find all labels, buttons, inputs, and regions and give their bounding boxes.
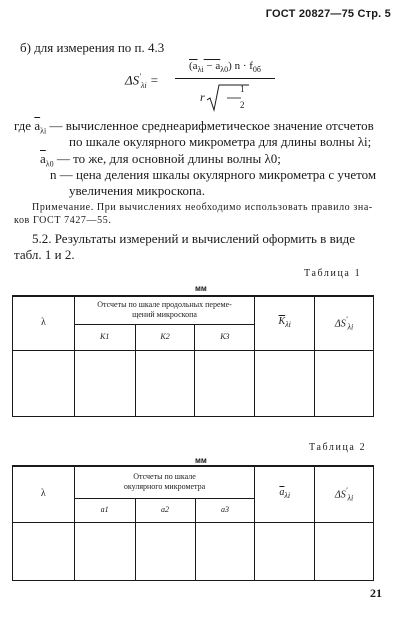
table1-sub-k3: K3 [195,324,255,350]
table1-col-lambda: λ [13,296,75,350]
table1-cell [195,350,255,416]
table2-group-header: Отсчеты по шкале окулярного микрометра [74,466,255,498]
table1-sub-k1: K1 [74,324,135,350]
def1-sub: λi [40,126,47,136]
denominator-r: r [200,89,205,104]
table1-col-k-sub: λi [285,319,291,329]
section-b-heading: б) для измерения по п. 4.3 [20,40,165,55]
table1-col-ds-symbol: ΔS [334,317,346,329]
paragraph-5-2-line-1: 5.2. Результаты измерений и вычислений оформить в виде [32,231,356,246]
definition-1-cont: по шкале окулярного микрометра для длины волны λi; [69,134,372,149]
formula-lhs-sup: ′ [139,72,141,81]
table1-col-ds [315,296,374,350]
formula-lhs-symbol: ΔS [125,72,140,88]
table2-cell [135,522,195,580]
table1-unit: мм [195,284,207,293]
table2-col-a-symbol: $\overline{a}$ [279,486,285,498]
formula-numerator [175,60,275,74]
table1-cell [135,350,195,416]
table2 [12,465,374,581]
table2-sub-a2: a2 [135,498,195,522]
num-part1: (a [189,60,198,72]
table2-sub-a3: a3 [195,498,255,522]
table1-cell [74,350,135,416]
num-sub2: λ0 [220,65,229,75]
paragraph-5-2-line-2: табл. 1 и 2. [14,247,75,262]
table1-cell [315,350,374,416]
table2-col-ds-sup: ′ [345,485,348,495]
def1-symbol: $\overline{a}$ [34,118,41,133]
definition-3: n — цена деления шкалы окулярного микрометра с учетом [50,167,377,182]
table2-col-ds [315,466,374,522]
page-number: 21 [370,586,382,600]
num-sub3: 0б [252,65,261,75]
table2-sub-a1: a1 [74,498,135,522]
definition-3-cont: увеличения микроскопа. [69,183,205,198]
table1-sub-k2: K2 [135,324,195,350]
table2-col-ds-symbol: ΔS [334,488,346,500]
table1-col-k [255,296,315,350]
note-line-2: ков ГОСТ 7427—55. [14,215,112,226]
def2-text: — то же, для основной длины волны λ0; [53,151,281,166]
num-part3: ) n · f [228,60,253,72]
formula-lhs [125,72,159,90]
table2-cell [13,522,75,580]
table2-unit: мм [195,456,207,465]
formula-denominator [200,84,249,112]
note-line-1: Примечание. При вычислениях необходимо использовать правило зна- [32,202,373,213]
formula-fraction-line [175,78,275,79]
table1-col-ds-sub: λi [347,321,354,331]
def2-symbol: $\overline{a}$ [40,151,46,166]
table2-col-a [255,466,315,522]
table2-body-row [13,522,374,580]
table1-col-ds-sup: ′ [345,314,348,324]
formula-equals: = [149,72,159,88]
table1 [12,295,374,417]
formula-lhs-sub: λi [140,80,147,90]
num-part2: − a [203,60,221,72]
root-numerator: 1 [240,84,245,94]
table1-cell [255,350,315,416]
definition-1: где $\overline{a}_{\lambda i}$ — вычисленное среднеарифметическое значение отсчетов [14,118,374,136]
def2-sub: λ0 [45,159,54,169]
table1-caption: Таблица 1 [304,268,362,279]
table2-cell [255,522,315,580]
def1-text: — вычисленное среднеарифметическое значение отсчетов [46,118,374,133]
page-header: ГОСТ 20827—75 Стр. 5 [265,8,391,20]
table2-col-lambda: λ [13,466,75,522]
table2-cell [315,522,374,580]
table1-body-row [13,350,374,416]
table2-col-a-sub: λi [284,490,291,500]
num-sub1: λi [197,65,204,75]
table2-caption: Таблица 2 [309,442,367,453]
root-denominator: 2 [240,100,245,110]
table1-col-k-symbol: $\overline{K}$ [278,315,286,327]
table2-col-ds-sub: λi [347,492,354,502]
table2-cell [74,522,135,580]
table1-group-header: Отсчеты по шкале продольных переме-щений микроскопа [74,296,255,324]
table1-cell [13,350,75,416]
table2-cell [195,522,255,580]
